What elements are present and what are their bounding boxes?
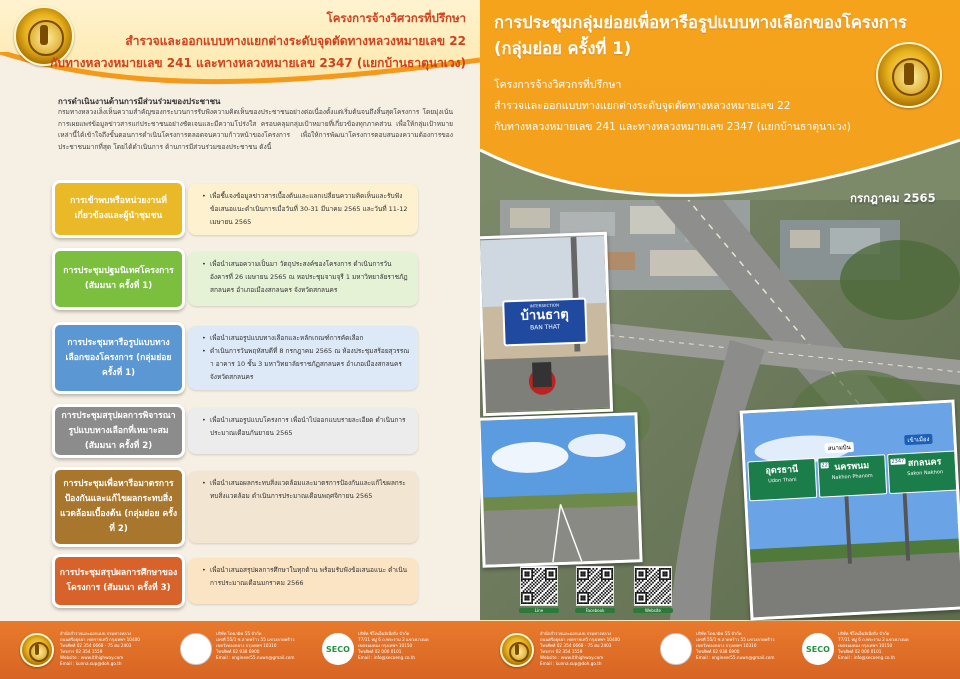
step-description-item: • เพื่อนำเสนอสรุปผลการศึกษาในทุกด้าน พร้อมรับฟังข้อเสนอแนะ ดำเนินการประมาณเดือนมกราคม 2566 <box>202 564 410 590</box>
step-description-item: • เพื่อนำเสนอผลกระทบสิ่งแวดล้อมและมาตรการป้องกันและแก้ไขผลกระทบสิ่งแวดล้อม ดำเนินการประมาณเดือนพฤศจิกายน 2565 <box>202 477 410 503</box>
doh-seal-icon <box>876 42 942 108</box>
right-page <box>480 0 960 679</box>
step-label: การประชุมหารือรูปแบบทางเลือกของโครงการ (กลุ่มย่อย ครั้งที่ 1) <box>52 322 185 394</box>
c2-email: Email : info@secoeng.co.th <box>358 655 415 660</box>
step-description-item: • เพื่อนำเสนอความเป็นมา วัตถุประสงค์ของโครงการ ดำเนินการวันอังคารที่ 26 เมษายน 2565 ณ หอประชุมจามจุรี 1 มหาวิทยาลัยราชภัฏสกลนคร อำเภอเมืองสกลนคร จังหวัดสกลนคร <box>202 258 410 297</box>
qr-label: Website <box>633 608 673 613</box>
c2-address: 77/11 หมู่ 6 ถ.พระราม 2 แขวงบางมด <box>358 637 429 642</box>
doh-seal-icon <box>500 633 534 667</box>
qr-label: Line <box>519 608 559 613</box>
direction-sign <box>887 450 960 494</box>
sign-thai: อุดรธานี <box>765 464 799 477</box>
doh-name: สำนักสำรวจและออกแบบ กรมทางหลวง <box>540 631 612 636</box>
qr-code-icon[interactable] <box>576 566 614 606</box>
c1-name: บริษัท ไดนามิค 55 จำกัด <box>216 631 262 636</box>
c2-address2: เขตจอมทอง กรุงเทพฯ 10150 <box>358 643 413 648</box>
sign-thai: สกลนคร <box>907 457 942 470</box>
step-label: การประชุมเพื่อหารือมาตรการป้องกันและแก้ไขผลกระทบสิ่งแวดล้อมเบื้องต้น (กลุ่มย่อย ครั้งที่ 2) <box>52 467 185 547</box>
direction-sign <box>817 454 887 498</box>
intro-paragraph: กรมทางหลวงเล็งเห็นความสำคัญของกระบวนการรับฟังความคิดเห็นของประชาชนอย่างต่อเนื่องตั้งแต่เริ่มต้นจนถึงสิ้นสุดโครงการ โดยมุ่งเน้นการเผยแพร่ข้อมูลข่าวสารแก่ประชาชนอย่างชัดเจนและมีความโปร่งใส ครอบคลุมกลุ่มเป้าหมายที่เกี่ยวข้องทุกภาคส่วน เพื่อให้กลุ่มเป้าหมายเหล่านี้ได้เข้าใจถึงขั้นตอนการดำเนินโครงการตลอดจนความก้าวหน้าของโครงการ เพื่อให้การพัฒนาโครงการตอบสนองความต้องการของประชาชนมากที่สุด โดยได้ดำเนินการ ด้านการมีส่วนร่วมของประชาชน ดังนี้ <box>58 108 453 151</box>
doh-seal-icon <box>20 633 54 667</box>
route-number: 2347 <box>891 458 905 465</box>
doh-fax: โทรสาร 02 354 1559 <box>540 649 583 654</box>
sign-english: Sakon Nakhon <box>907 469 944 478</box>
qr-code-icon[interactable] <box>520 566 558 606</box>
doh-contact <box>60 631 152 667</box>
c2-email: Email : info@secoeng.co.th <box>838 655 895 660</box>
step-label: การประชุมปฐมนิเทศโครงการ (สัมมนา ครั้งที่ 1) <box>52 248 185 310</box>
meeting-title: การประชุมกลุ่มย่อยเพื่อหารือรูปแบบทางเลือกของโครงการ <box>494 13 907 32</box>
step-description <box>188 184 418 235</box>
step-description-item: • เพื่อชี้แจงข้อมูลข่าวสารเบื้องต้นและแลกเปลี่ยนความคิดเห็นและรับฟังข้อเสนอแนะดำเนินการเมื่อวันที่ 30-31 มีนาคม 2565 และวันที่ 11-12 เมษายน 2565 <box>202 190 410 229</box>
sign-english: Nakhon Phanom <box>831 472 873 482</box>
project-line2: สำรวจและออกแบบทางแยกต่างระดับจุดตัดทางหลวงหมายเลข 22 <box>494 100 791 112</box>
step-description-item: • เพื่อนำเสนอรูปแบบทางเลือกและหลักเกณฑ์การคัดเลือก <box>202 332 410 345</box>
c1-address: เลขที่ 55/1 ซ.ลาดพร้าว 55 แขวงลาดพร้าว <box>216 637 295 642</box>
step-description <box>188 408 418 454</box>
c1-tel: โทรศัพท์ 02 938 6900 <box>696 649 740 654</box>
doh-email: Email : kunna.sup@doh.go.th <box>540 661 602 666</box>
consultant-logo-icon <box>180 633 212 665</box>
route-number: 22 <box>821 462 829 469</box>
direction-sign <box>747 458 817 502</box>
sign-english: Udon Thani <box>767 476 797 485</box>
town-sign-top: INTERSECTION <box>529 302 560 309</box>
left-header <box>0 0 480 92</box>
meeting-date: กรกฎาคม 2565 <box>850 191 936 205</box>
project-title-line1: โครงการจ้างวิศวกรที่ปรึกษา <box>326 11 466 25</box>
doh-fax: โทรสาร 02 354 1559 <box>60 649 103 654</box>
doh-tel: โทรศัพท์ 02 354 6668 - 75 ต่อ 2403 <box>60 643 132 648</box>
sign-head-airport: สนามบิน <box>824 442 853 454</box>
c1-email: Email : engineer55.nuwn@gmail.com <box>696 655 775 660</box>
step-label: การประชุมสรุปผลการพิจารณารูปแบบทางเลือกที่เหมาะสม (สัมมนา ครั้งที่ 2) <box>52 404 185 458</box>
left-footer <box>0 621 480 679</box>
meeting-subtitle: (กลุ่มย่อย ครั้งที่ 1) <box>494 39 632 58</box>
consultant1-contact <box>696 631 788 661</box>
town-sign <box>502 298 588 347</box>
step-description-item: • เพื่อนำเสนอรูปแบบโครงการ เพื่อนำไปออกแบบรายละเอียด ดำเนินการประมาณเดือนกันยายน 2565 <box>202 414 410 440</box>
right-header <box>480 0 960 200</box>
c1-name: บริษัท ไดนามิค 55 จำกัด <box>696 631 742 636</box>
c2-tel: โทรศัพท์ 02 000 0101 <box>838 649 882 654</box>
sign-head-city: เข้าเมือง <box>904 434 933 445</box>
c2-address2: เขตจอมทอง กรุงเทพฯ 10150 <box>838 643 893 648</box>
c2-address: 77/11 หมู่ 6 ถ.พระราม 2 แขวงบางมด <box>838 637 909 642</box>
consultant1-contact <box>216 631 308 661</box>
town-sign-photo <box>480 232 613 416</box>
doh-address: ถนนศรีอยุธยา เขตราชเทวี กรุงเทพฯ 10400 <box>60 637 140 642</box>
step-description-item: • ดำเนินการวันพฤหัสบดีที่ 8 กรกฎาคม 2565 ณ ห้องประชุมสร้อยสุวรรณา อาคาร 10 ชั้น 3 มหาวิทยาลัยราชภัฏสกลนคร อำเภอเมืองสกลนคร จังหวัดสกลนคร <box>202 345 410 384</box>
project-title-line3: กับทางหลวงหมายเลข 241 และทางหลวงหมายเลข 2347 (แยกบ้านธาตุนาเวง) <box>50 56 466 70</box>
section-title: การดำเนินงานด้านการมีส่วนร่วมของประชาชน <box>58 97 221 106</box>
step-label: การเข้าพบหรือหน่วยงานที่เกี่ยวข้องและผู้นำชุมชน <box>52 180 185 238</box>
consultant2-contact <box>358 631 450 661</box>
step-description <box>188 252 418 306</box>
right-footer <box>480 621 960 679</box>
doh-address: ถนนศรีอยุธยา เขตราชเทวี กรุงเทพฯ 10400 <box>540 637 620 642</box>
direction-sign-photo <box>740 400 960 621</box>
doh-website: Website : www.ltlhighway.com <box>540 655 604 660</box>
doh-tel: โทรศัพท์ 02 354 6668 - 75 ต่อ 2403 <box>540 643 612 648</box>
seco-logo: SECO <box>322 633 354 665</box>
sign-thai: นครพนม <box>833 461 870 473</box>
road-photo <box>480 412 643 567</box>
doh-contact <box>540 631 632 667</box>
project-line1: โครงการจ้างวิศวกรที่ปรึกษา <box>494 79 622 91</box>
doh-name: สำนักสำรวจและออกแบบ กรมทางหลวง <box>60 631 132 636</box>
qr-label: Facebook <box>575 608 615 613</box>
doh-email: Email : kunna.sup@doh.go.th <box>60 661 122 666</box>
doh-website: Website : www.ltlhighway.com <box>60 655 124 660</box>
c1-address2: เขตวังทองหลาง กรุงเทพฯ 10310 <box>216 643 277 648</box>
step-description <box>188 471 418 543</box>
seco-logo: SECO <box>802 633 834 665</box>
step-description <box>188 558 418 604</box>
consultant2-contact <box>838 631 930 661</box>
c1-tel: โทรศัพท์ 02 938 6900 <box>216 649 260 654</box>
c1-address: เลขที่ 55/1 ซ.ลาดพร้าว 55 แขวงลาดพร้าว <box>696 637 775 642</box>
consultant-logo-icon <box>660 633 692 665</box>
project-line3: กับทางหลวงหมายเลข 241 และทางหลวงหมายเลข 2347 (แยกบ้านธาตุนาเวง) <box>494 121 851 133</box>
c1-email: Email : engineer55.nuwn@gmail.com <box>216 655 295 660</box>
town-sign-en: BAN THAT <box>529 323 561 332</box>
step-description <box>188 326 418 390</box>
c2-name: บริษัท ซีโคเอ็นจิเนียริ่ง จำกัด <box>358 631 410 636</box>
c1-address2: เขตวังทองหลาง กรุงเทพฯ 10310 <box>696 643 757 648</box>
c2-tel: โทรศัพท์ 02 000 0101 <box>358 649 402 654</box>
step-label: การประชุมสรุปผลการศึกษาของโครงการ (สัมมนา ครั้งที่ 3) <box>52 554 185 608</box>
c2-name: บริษัท ซีโคเอ็นจิเนียริ่ง จำกัด <box>838 631 890 636</box>
qr-code-icon[interactable] <box>634 566 672 606</box>
project-title-line2: สำรวจและออกแบบทางแยกต่างระดับจุดตัดทางหลวงหมายเลข 22 <box>125 34 466 48</box>
town-sign-thai: บ้านธาตุ <box>520 307 570 324</box>
